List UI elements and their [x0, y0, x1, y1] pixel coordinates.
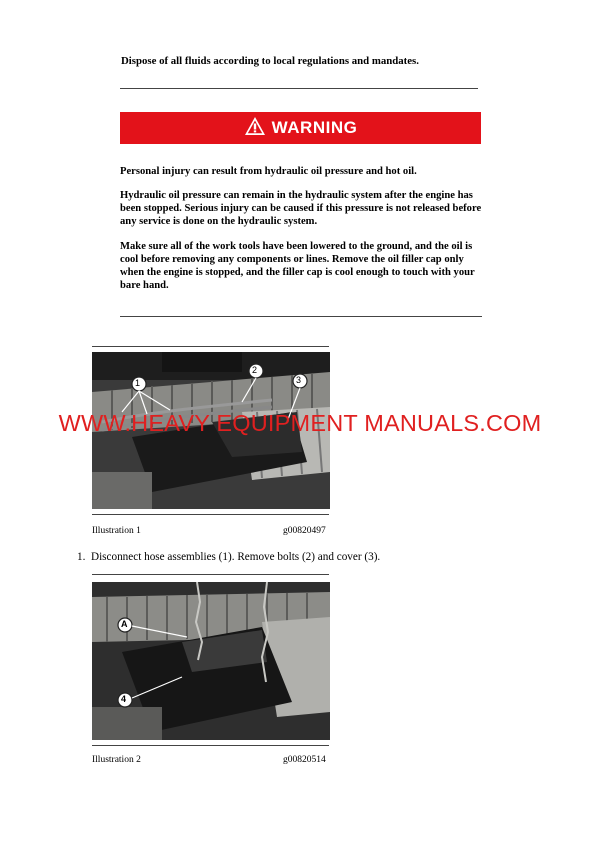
callout-3: 3	[296, 375, 302, 385]
callout-4: 4	[121, 694, 127, 704]
illustration-1-label: Illustration 1	[92, 526, 141, 536]
divider-illustration1-bottom	[92, 514, 329, 515]
warning-paragraph-2: Hydraulic oil pressure can remain in the hydraulic system after the engine has been stopped. Serious injury can be caused if this pressure is not released before any service is done on the hydraulic system.	[120, 190, 482, 227]
callout-a: A	[121, 619, 128, 629]
illustration-1-code: g00820497	[283, 526, 326, 536]
step-1-number: 1.	[77, 551, 86, 563]
callout-2: 2	[252, 365, 258, 375]
warning-triangle-icon	[244, 116, 266, 141]
watermark-text: WWW.HEAVY EQUIPMENT MANUALS.COM	[58, 410, 542, 436]
warning-banner	[120, 112, 481, 144]
warning-label: WARNING	[271, 118, 358, 137]
divider-top	[120, 88, 478, 89]
warning-paragraph-1: Personal injury can result from hydraulic oil pressure and hot oil.	[120, 166, 417, 177]
warning-paragraph-3: Make sure all of the work tools have been lowered to the ground, and the oil is cool before removing any components or lines. Remove the oil filler cap only when the engine is stopped, and the filler cap is cool enough to touch with your bare hand.	[120, 241, 475, 291]
illustration-2-code: g00820514	[283, 755, 326, 765]
illustration-2-label: Illustration 2	[92, 755, 141, 765]
divider-illustration1-top	[92, 346, 329, 347]
step-1-text: Disconnect hose assemblies (1). Remove bolts (2) and cover (3).	[90, 551, 381, 563]
divider-warning-end	[120, 316, 482, 317]
divider-illustration2-bottom	[92, 745, 329, 746]
step-1	[77, 551, 380, 563]
intro-text: Dispose of all fluids according to local regulations and mandates.	[121, 55, 419, 67]
illustration-2-photo	[92, 582, 330, 740]
divider-illustration2-top	[92, 574, 329, 575]
callout-1: 1	[135, 378, 141, 388]
